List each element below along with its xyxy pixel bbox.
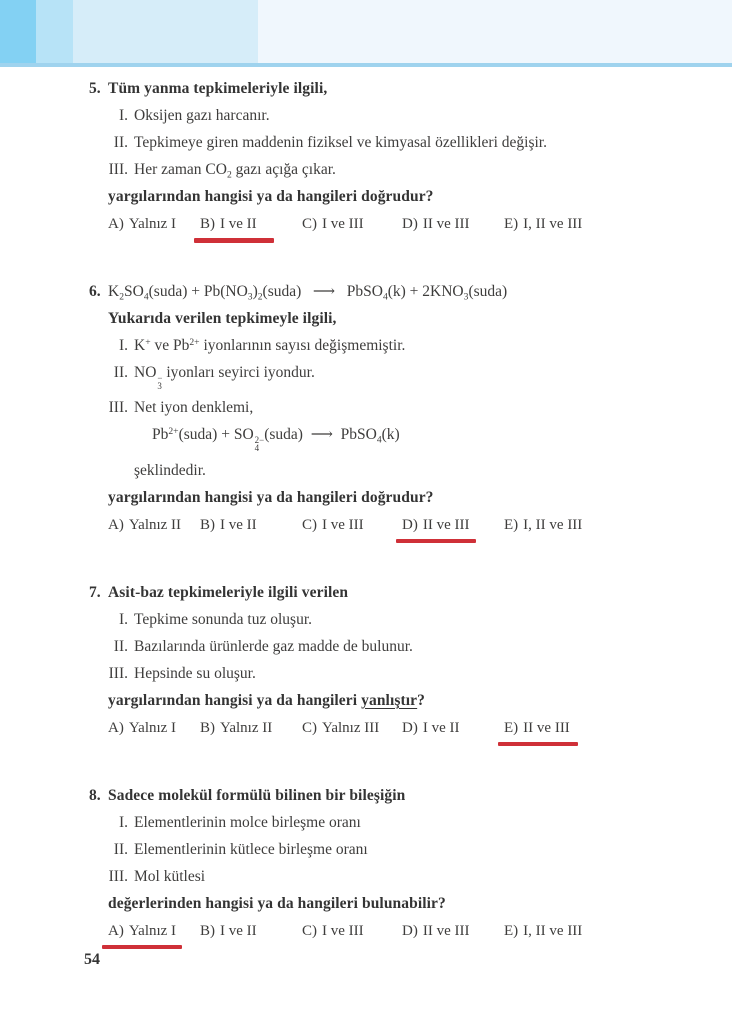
option-text: Yalnız I bbox=[128, 719, 177, 736]
option-text: Yalnız II bbox=[128, 516, 182, 533]
question-prompt: yargılarından hangisi ya da hangileri yanlıştır? bbox=[108, 691, 426, 709]
option-label: B) bbox=[200, 719, 215, 736]
option-text: I ve III bbox=[322, 922, 364, 939]
statement-text: Tepkime sonunda tuz oluşur. bbox=[134, 610, 313, 628]
option-label: E) bbox=[504, 516, 519, 533]
statement-item bbox=[0, 399, 732, 417]
question-prompt: yargılarından hangisi ya da hangileri doğrudur? bbox=[108, 188, 434, 205]
question-number: 6. bbox=[89, 283, 101, 300]
option-label: E) bbox=[504, 216, 519, 232]
header-band-1 bbox=[0, 0, 36, 63]
option-text: I ve II bbox=[220, 516, 257, 533]
option-c bbox=[302, 719, 402, 737]
statement-text: NO − 3 iyonları seyirci iyondur. bbox=[134, 364, 315, 391]
options-row bbox=[0, 215, 732, 233]
statement-item bbox=[0, 134, 732, 152]
statement-numeral: II. bbox=[113, 134, 128, 151]
option-text: I, II ve III bbox=[523, 216, 583, 232]
statement-text: Elementlerinin kütlece birleşme oranı bbox=[134, 840, 368, 858]
option-text: I ve II bbox=[220, 216, 257, 232]
statement-text: Bazılarında ürünlerde gaz madde de bulunur. bbox=[134, 637, 413, 655]
statement-numeral: I. bbox=[118, 813, 128, 831]
question-prompt-row bbox=[0, 188, 732, 206]
option-label: E) bbox=[504, 922, 519, 939]
option-label: B) bbox=[200, 922, 215, 939]
question-block bbox=[0, 283, 732, 534]
question-number: 7. bbox=[89, 583, 101, 601]
option-a bbox=[108, 215, 200, 233]
question-prompt: değerlerinden hangisi ya da hangileri bulunabilir? bbox=[108, 894, 446, 912]
statement-numeral: III. bbox=[108, 867, 128, 885]
option-label: C) bbox=[302, 516, 317, 533]
option-a bbox=[108, 719, 200, 737]
statement-text: Tepkimeye giren maddenin fiziksel ve kimyasal özellikleri değişir. bbox=[134, 134, 547, 151]
question-prompt-row bbox=[0, 489, 732, 507]
option-text: II ve III bbox=[422, 216, 470, 232]
statement-item bbox=[0, 611, 732, 629]
question-stem: Asit-baz tepkimeleriyle ilgili verilen bbox=[108, 583, 349, 601]
option-a bbox=[108, 922, 200, 940]
question-prompt-row bbox=[0, 692, 732, 710]
question-stem-row bbox=[0, 80, 732, 98]
option-text: I ve III bbox=[322, 516, 364, 533]
option-label: C) bbox=[302, 922, 317, 939]
option-label: A) bbox=[108, 922, 124, 939]
option-label: D) bbox=[402, 516, 418, 533]
options-row bbox=[0, 719, 732, 737]
option-text: II ve III bbox=[422, 922, 470, 939]
statement-numeral: I. bbox=[118, 337, 128, 354]
question-prompt-row bbox=[0, 895, 732, 913]
statement-numeral: III. bbox=[108, 161, 128, 178]
answer-mark-underline bbox=[498, 742, 578, 747]
option-label: C) bbox=[302, 216, 317, 232]
statement-item bbox=[0, 841, 732, 859]
option-label: B) bbox=[200, 216, 215, 232]
statement-text: Net iyon denklemi, bbox=[134, 399, 254, 417]
header-band-4 bbox=[258, 0, 732, 63]
option-c bbox=[302, 922, 402, 940]
option-label: A) bbox=[108, 216, 124, 232]
statement-numeral: II. bbox=[113, 364, 128, 381]
option-label: D) bbox=[402, 922, 418, 939]
question-number: 5. bbox=[89, 80, 101, 97]
option-e bbox=[504, 516, 582, 534]
question-stem-row bbox=[0, 310, 732, 328]
statement-text: Mol kütlesi bbox=[134, 867, 206, 885]
option-c bbox=[302, 516, 402, 534]
statement-item bbox=[0, 337, 732, 355]
option-text: II ve III bbox=[523, 719, 570, 736]
option-a bbox=[108, 516, 200, 534]
option-label: E) bbox=[504, 719, 519, 736]
option-text: I ve III bbox=[322, 216, 364, 232]
question-number: 8. bbox=[89, 786, 101, 804]
statement-extra-text: şeklindedir. bbox=[134, 461, 206, 479]
statement-text: K+ ve $Pb^{2+}$ iyonlarının sayısı değişmemiştir. bbox=[134, 337, 406, 354]
header-band-2 bbox=[36, 0, 73, 63]
statement-extra bbox=[0, 462, 732, 480]
question-prompt: yargılarından hangisi ya da hangileri doğrudur? bbox=[108, 488, 434, 506]
question-stem-row bbox=[0, 787, 732, 805]
answer-mark-underline bbox=[194, 238, 274, 243]
statement-numeral: I. bbox=[118, 107, 128, 124]
option-d bbox=[402, 516, 504, 534]
page-header-band bbox=[0, 0, 732, 67]
option-text: Yalnız II bbox=[220, 719, 273, 736]
statement-item bbox=[0, 638, 732, 656]
option-label: C) bbox=[302, 719, 317, 736]
option-text: II ve III bbox=[422, 516, 470, 533]
option-text: I ve II bbox=[220, 922, 257, 939]
option-label: D) bbox=[402, 216, 418, 232]
question-stem-row bbox=[0, 584, 732, 602]
question-stem: Yukarıda verilen tepkimeyle ilgili, bbox=[108, 310, 337, 327]
option-text: I, II ve III bbox=[523, 516, 583, 533]
question-stem: Tüm yanma tepkimeleriyle ilgili, bbox=[108, 80, 328, 97]
chemical-equation: $K_2SO_4(suda)$ + $Pb(NO_3)_2(suda)$ ⟶ PbSO$_4$(k) + $2KNO_3(suda)$ bbox=[108, 283, 508, 303]
option-e bbox=[504, 215, 582, 233]
statement-numeral: III. bbox=[108, 664, 128, 682]
option-text: I, II ve III bbox=[523, 922, 583, 939]
answer-mark-underline bbox=[396, 539, 476, 544]
option-label: D) bbox=[402, 719, 418, 736]
option-d bbox=[402, 922, 504, 940]
options-row bbox=[0, 922, 732, 940]
option-label: B) bbox=[200, 516, 215, 533]
option-text: Yalnız I bbox=[128, 922, 177, 939]
statement-item bbox=[0, 161, 732, 179]
statement-text: Elementlerinin molce birleşme oranı bbox=[134, 813, 361, 831]
statement-numeral: I. bbox=[118, 610, 128, 628]
question-stem: Sadece molekül formülü bilinen bir bileşiğin bbox=[108, 786, 406, 804]
option-e bbox=[504, 719, 570, 737]
answer-mark-underline bbox=[102, 945, 182, 950]
statement-item bbox=[0, 665, 732, 683]
statement-numeral: III. bbox=[108, 399, 128, 417]
option-b bbox=[200, 215, 302, 233]
statement-text: Hepsinde su oluşur. bbox=[134, 664, 256, 682]
option-b bbox=[200, 719, 302, 737]
option-b bbox=[200, 516, 302, 534]
option-d bbox=[402, 719, 504, 737]
question-block bbox=[0, 80, 732, 233]
option-label: A) bbox=[108, 719, 124, 736]
option-e bbox=[504, 922, 582, 940]
header-band-3 bbox=[73, 0, 258, 63]
option-b bbox=[200, 922, 302, 940]
option-text: Yalnız I bbox=[128, 216, 177, 232]
statement-numeral: II. bbox=[113, 840, 128, 858]
statement-text: Oksijen gazı harcanır. bbox=[134, 107, 270, 124]
question-lead-row bbox=[0, 283, 732, 301]
option-text: Yalnız III bbox=[322, 719, 380, 736]
statement-item bbox=[0, 364, 732, 390]
question-block bbox=[0, 584, 732, 737]
statement-item bbox=[0, 107, 732, 125]
option-c bbox=[302, 215, 402, 233]
statement-item bbox=[0, 868, 732, 886]
page-number: 54 bbox=[84, 951, 100, 968]
statement-item bbox=[0, 814, 732, 832]
questions bbox=[0, 67, 732, 940]
statement-extra bbox=[0, 426, 732, 452]
statement-extra-text: $Pb^{2+}(suda)$ + SO 2− 4 (suda) ⟶ PbSO$_4$(k) bbox=[152, 426, 400, 453]
statement-numeral: II. bbox=[113, 637, 128, 655]
question-block bbox=[0, 787, 732, 940]
option-d bbox=[402, 215, 504, 233]
option-text: I ve II bbox=[422, 719, 460, 736]
option-label: A) bbox=[108, 516, 124, 533]
options-row bbox=[0, 516, 732, 534]
statement-text: Her zaman $CO_2$ gazı açığa çıkar. bbox=[134, 161, 336, 181]
